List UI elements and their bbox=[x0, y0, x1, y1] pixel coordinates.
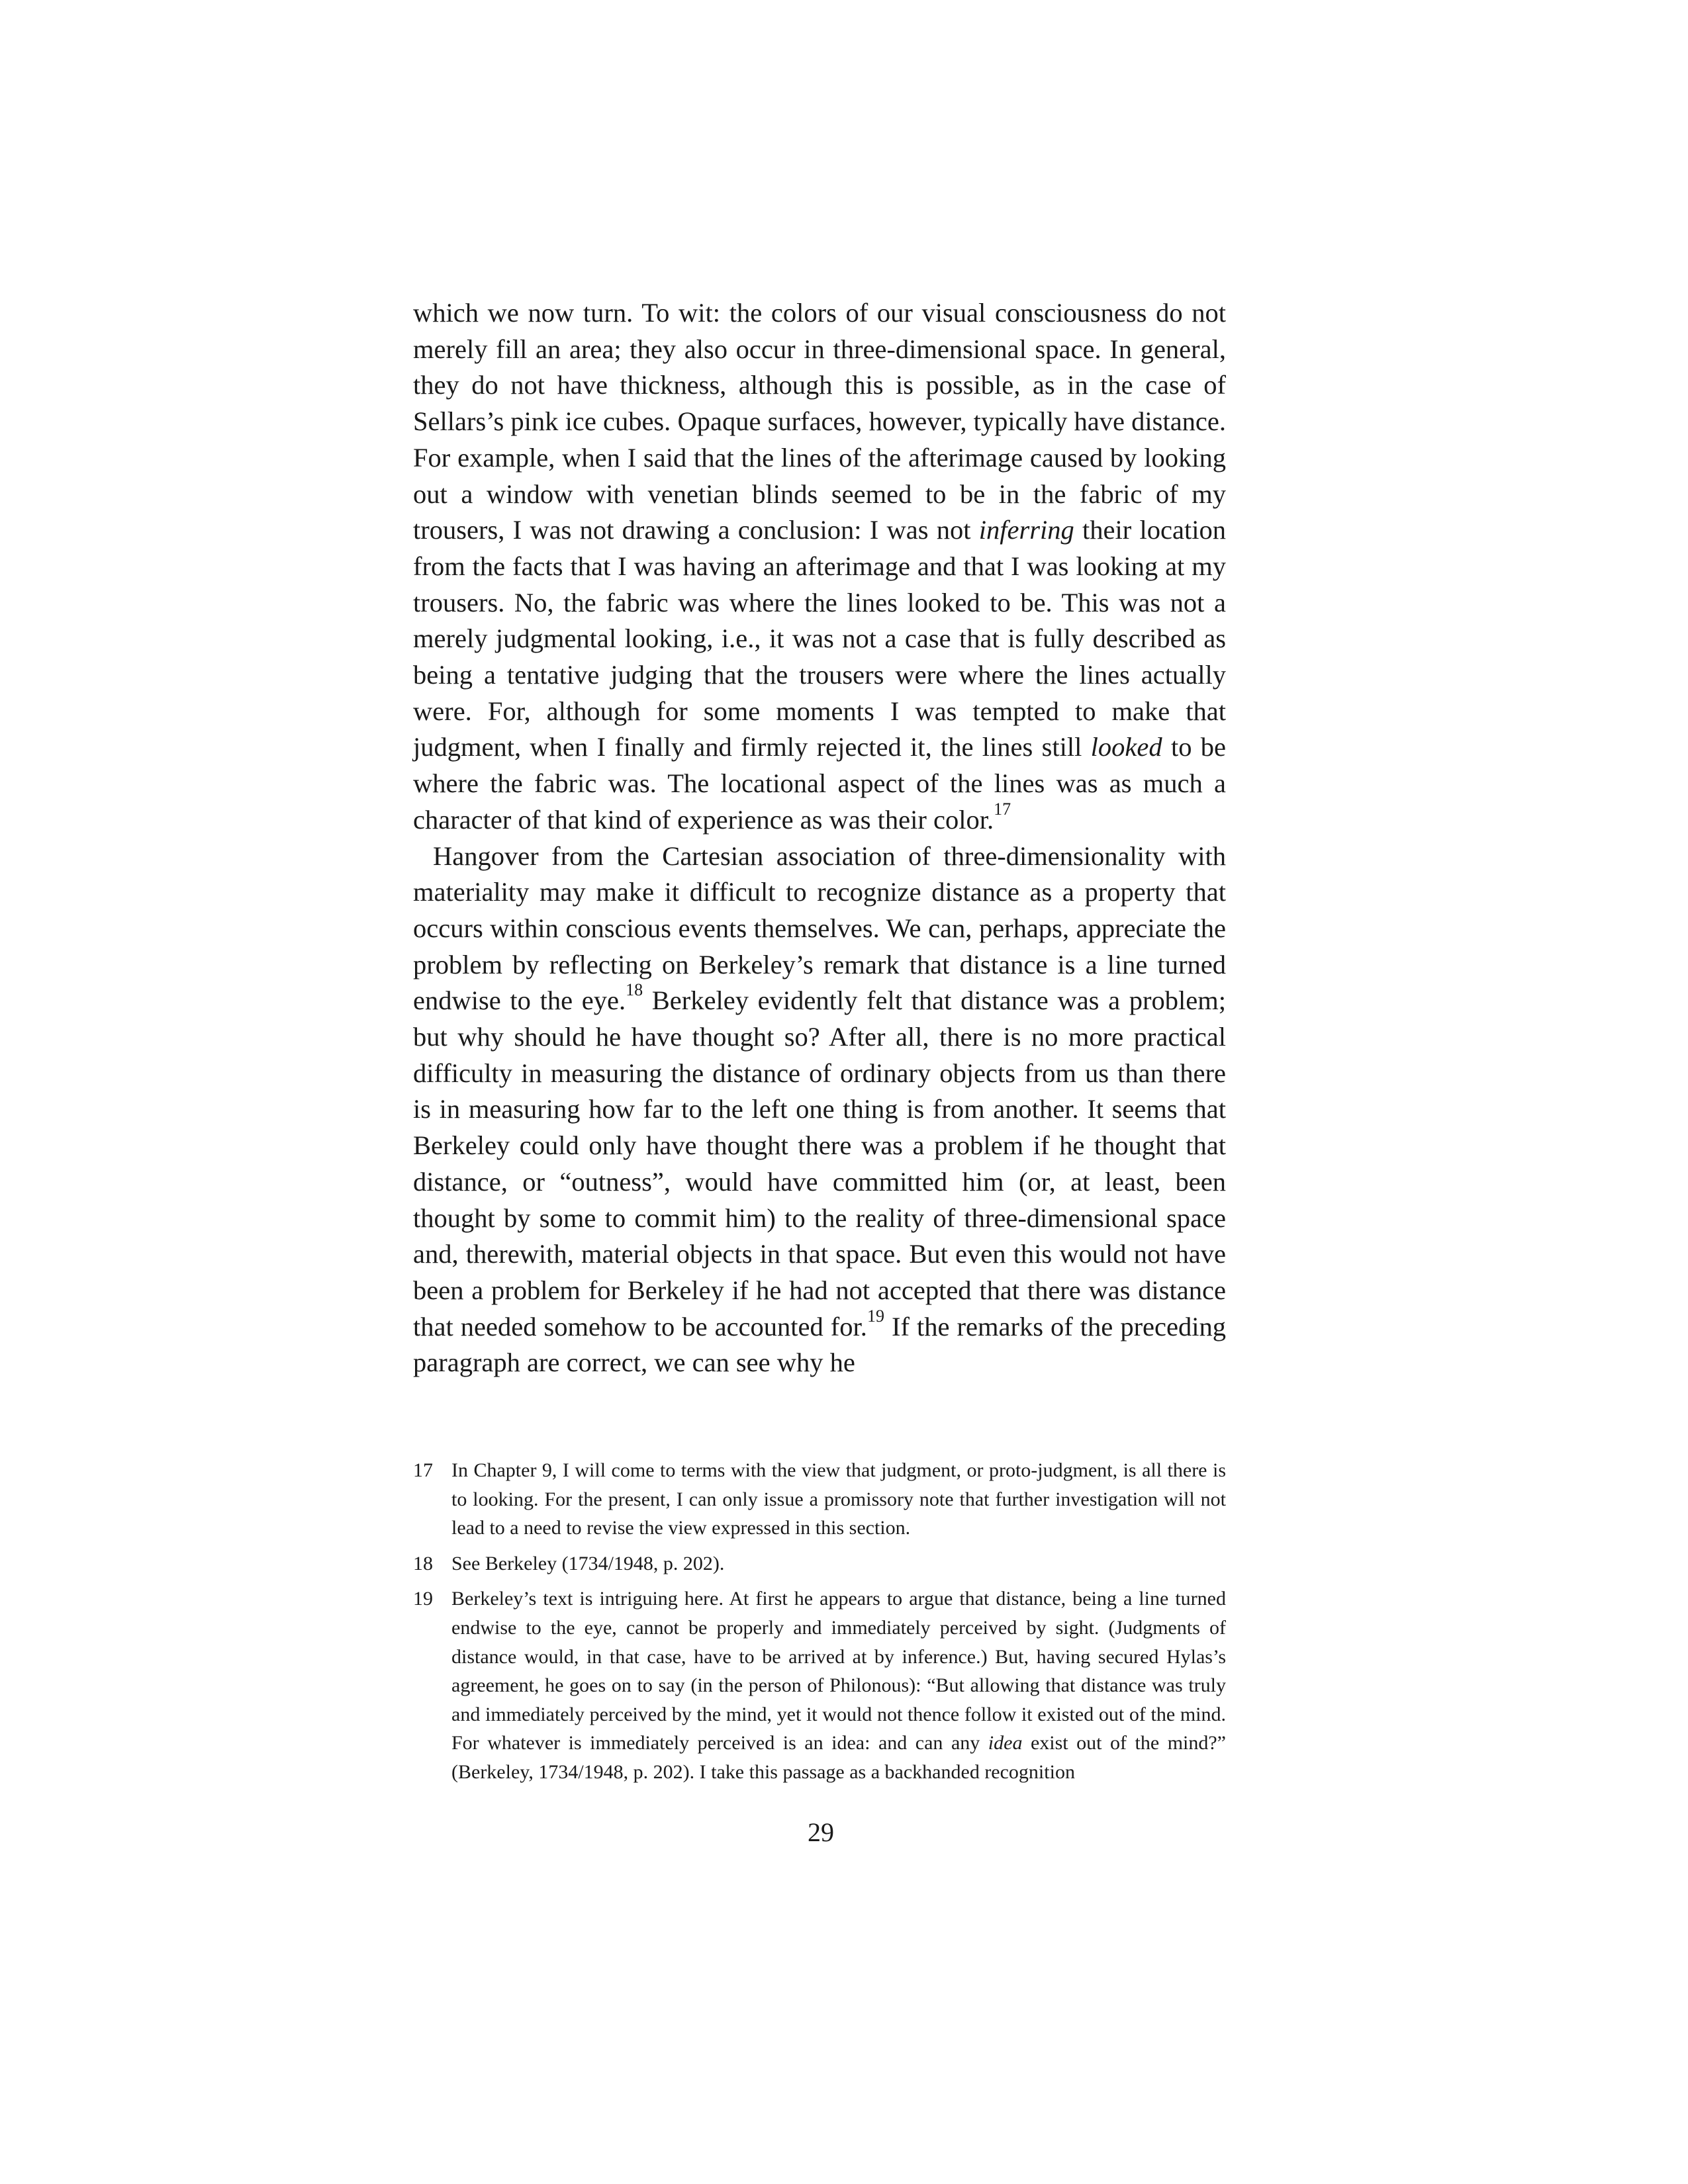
footnote-number: 19 bbox=[413, 1588, 433, 1610]
text-run: Hangover from the Cartesian association of three-dimensionality with materiality may make it difficult to recognize distance as a property that occurs within conscious events themselves. We can, perhaps, appreciate the problem by reflecting on Berkeley’s remark that distance is a line turned endwise to the eye. bbox=[413, 841, 1226, 1016]
footnote-text bbox=[451, 1584, 1226, 1786]
main-text bbox=[413, 295, 1226, 1381]
text-run: which we now turn. To wit: the colors of our visual consciousness do not merely fill an area; they also occur in three-dimensional space. In general, they do not have thickness, although this is possible, as in the case of Sellars’s pink ice cubes. Opaque surfaces, however, typically have distance. For example, when I said that the lines of the afterimage caused by looking out a window with venetian blinds seemed to be in the fabric of my trousers, I was not drawing a conclusion: I was not bbox=[413, 298, 1226, 545]
body-paragraph bbox=[413, 839, 1226, 1382]
emphasis-inferring: inferring bbox=[978, 515, 1074, 545]
text-run: Berkeley evidently felt that distance was a problem; but why should he have thought so? After all, there is no more practical difficulty in measuring the distance of ordinary objects from us than there is in measuring how far to the left one thing is from another. It seems that Berkeley could only have thought there was a problem if he thought that distance, or “outness”, would have committed him (or, at least, been thought by some to commit him) to the reality of three-dimensional space and, therewith, material objects in that space. But even this would not have been a problem for Berkeley if he had not accepted that there was distance that needed somehow to be accounted for. bbox=[413, 985, 1226, 1342]
emphasis-idea: idea bbox=[988, 1732, 1023, 1754]
text-run: their location from the facts that I was having an afterimage and that I was looking at my trousers. No, the fabric was where the lines looked to be. This was not a merely judgmental looking, i.e., it was not a case that is fully described as being a tentative judging that the trousers were where the lines actually were. For, although for some moments I was tempted to make that judgment, when I finally and firmly rejected it, the lines still bbox=[413, 515, 1226, 762]
footnote-19 bbox=[413, 1584, 1226, 1786]
footnote-text: In Chapter 9, I will come to terms with the view that judgment, or proto-judgment, is all there is to looking. For the present, I can only issue a promissory note that further investigation will not lead to a need to revise the view expressed in this section. bbox=[451, 1459, 1226, 1539]
footnote-number: 18 bbox=[413, 1552, 433, 1574]
footnote-number: 17 bbox=[413, 1459, 433, 1481]
footnote-text: See Berkeley (1734/1948, p. 202). bbox=[451, 1552, 725, 1574]
footnote-18 bbox=[413, 1549, 1226, 1578]
body-paragraph bbox=[413, 295, 1226, 839]
text-run: to be where the fabric was. The locational aspect of the lines was as much a character of that kind of experience as was their color. bbox=[413, 732, 1226, 835]
footnote-ref-18[interactable]: 18 bbox=[626, 980, 643, 1000]
emphasis-looked: looked bbox=[1090, 732, 1162, 762]
footnote-ref-19[interactable]: 19 bbox=[867, 1306, 884, 1326]
footnote-17 bbox=[413, 1456, 1226, 1543]
text-run: If the remarks of the preceding paragraph are correct, we can see why he bbox=[413, 1311, 1226, 1378]
page-number: 29 bbox=[808, 1817, 834, 1847]
text-run: exist out of the mind?” (Berkeley, 1734/1948, p. 202). I take this passage as a backhanded recognition bbox=[451, 1732, 1226, 1783]
footnote-ref-17[interactable]: 17 bbox=[994, 799, 1011, 819]
footnotes bbox=[413, 1456, 1226, 1794]
text-run: Berkeley’s text is intriguing here. At first he appears to argue that distance, being a line turned endwise to the eye, cannot be properly and immediately perceived by sight. (Judgments of distance would, in that case, have to be arrived at by inference.) But, having secured Hylas’s agreement, he goes on to say (in the person of Philonous): “But allowing that distance was truly and immediately perceived by the mind, yet it would not thence follow it existed out of the mind. For whatever is immediately perceived is an idea: and can any bbox=[451, 1588, 1226, 1754]
